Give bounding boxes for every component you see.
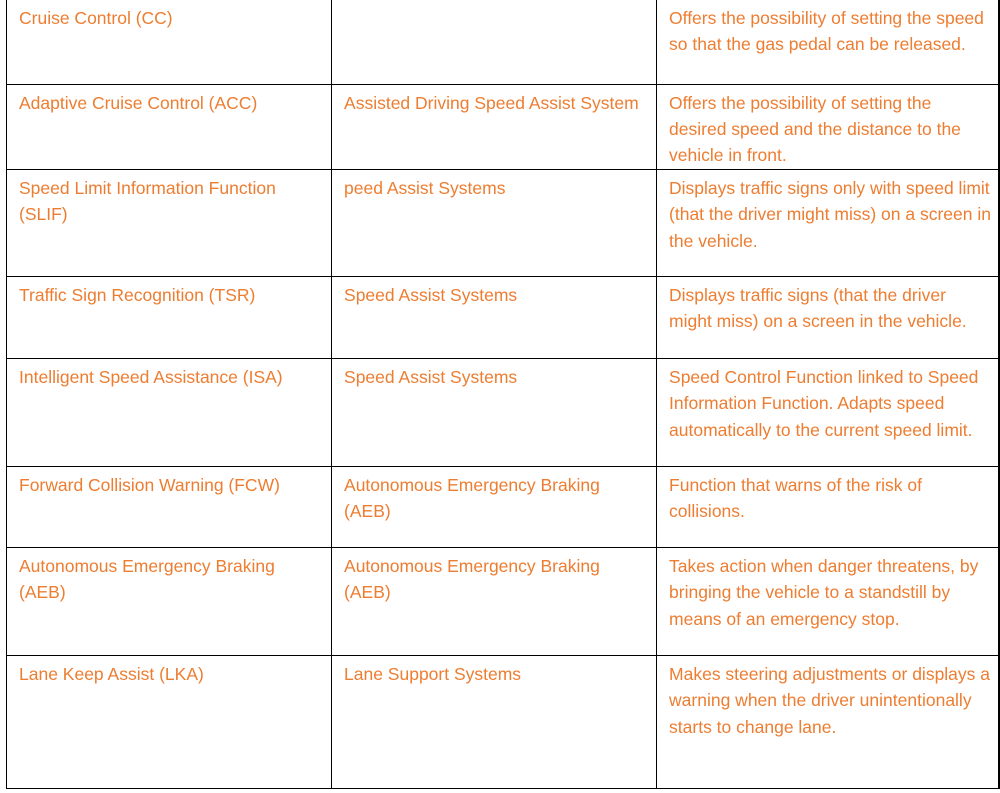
category-cell: Speed Assist Systems (332, 276, 657, 358)
category-cell: Assisted Driving Speed Assist System (332, 84, 657, 169)
category-cell (332, 0, 657, 84)
table-row (7, 466, 1000, 547)
description-cell: Speed Control Function linked to Speed Information Function. Adapts speed automatically to the current speed limit. (657, 358, 999, 466)
table-row (7, 655, 1000, 788)
category-cell: Autonomous Emergency Braking (AEB) (332, 466, 657, 547)
category-cell: peed Assist Systems (332, 169, 657, 276)
system-name-cell: Intelligent Speed Assistance (ISA) (7, 358, 332, 466)
category-cell: Autonomous Emergency Braking (AEB) (332, 547, 657, 655)
description-cell: Function that warns of the risk of collisions. (657, 466, 999, 547)
description-cell: Offers the possibility of setting the speed so that the gas pedal can be released. (657, 0, 999, 84)
category-cell: Lane Support Systems (332, 655, 657, 788)
system-name-cell: Traffic Sign Recognition (TSR) (7, 276, 332, 358)
description-cell: Displays traffic signs only with speed limit (that the driver might miss) on a screen in the vehicle. (657, 169, 999, 276)
system-name-cell: Adaptive Cruise Control (ACC) (7, 84, 332, 169)
adas-table (6, 0, 1000, 789)
system-name-cell: Lane Keep Assist (LKA) (7, 655, 332, 788)
table-row (7, 84, 1000, 169)
system-name-cell: Forward Collision Warning (FCW) (7, 466, 332, 547)
description-cell: Offers the possibility of setting the desired speed and the distance to the vehicle in front. (657, 84, 999, 169)
table-row (7, 547, 1000, 655)
category-cell: Speed Assist Systems (332, 358, 657, 466)
system-name-cell: Speed Limit Information Function (SLIF) (7, 169, 332, 276)
table-row (7, 0, 1000, 84)
table-row (7, 169, 1000, 276)
description-cell: Makes steering adjustments or displays a warning when the driver unintentionally starts to change lane. (657, 655, 999, 788)
table-row (7, 358, 1000, 466)
description-cell: Displays traffic signs (that the driver might miss) on a screen in the vehicle. (657, 276, 999, 358)
table-row (7, 276, 1000, 358)
system-name-cell: Cruise Control (CC) (7, 0, 332, 84)
system-name-cell: Autonomous Emergency Braking (AEB) (7, 547, 332, 655)
description-cell: Takes action when danger threatens, by bringing the vehicle to a standstill by means of an emergency stop. (657, 547, 999, 655)
